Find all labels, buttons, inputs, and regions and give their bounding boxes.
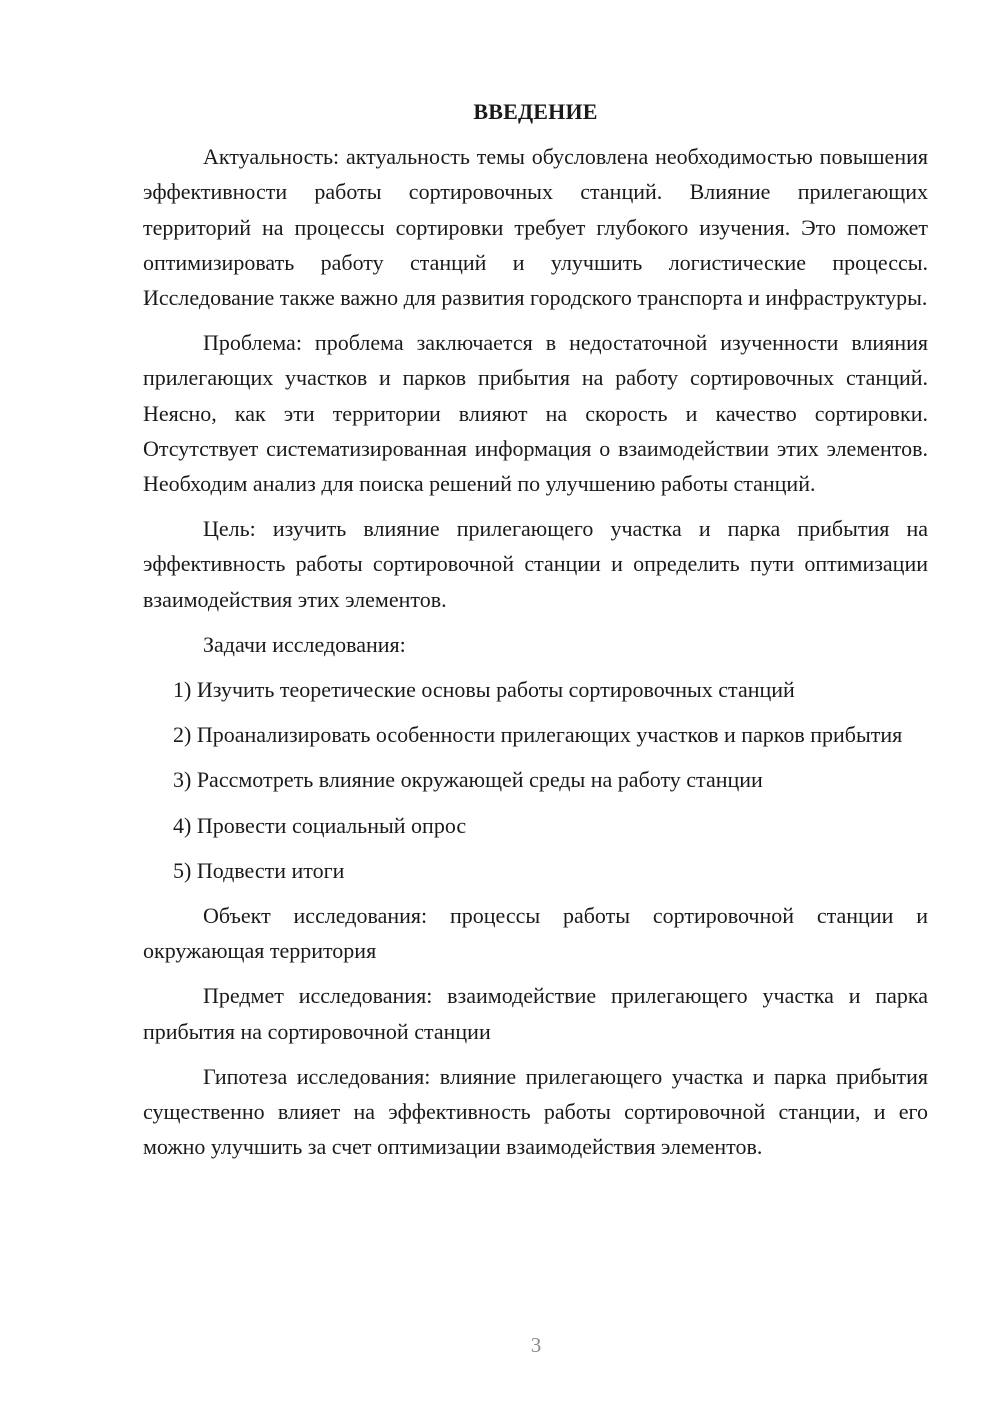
problem-paragraph: Проблема: проблема заключается в недостаточной изученности влияния прилегающих участков и парков прибытия на работу сортировочных станций. Неясно, как эти территории влияют на скорость и качество сортировки. Отсутствует систематизированная информация о взаимодействии этих элементов. Необходим анализ для поиска решений по улучшению работы станций. <box>143 330 928 497</box>
task-item-3: 3) Рассмотреть влияние окружающей среды на работу станции <box>173 767 763 793</box>
task-item-5: 5) Подвести итоги <box>173 857 345 883</box>
task-item-4: 4) Провести социальный опрос <box>173 812 467 838</box>
page-title: ВВЕДЕНИЕ <box>473 99 598 124</box>
subject-paragraph: Предмет исследования: взаимодействие прилегающего участка и парка прибытия на сортировочной станции <box>143 983 928 1044</box>
document-body <box>143 94 928 1174</box>
page-number: 3 <box>530 1333 542 1357</box>
hypothesis-paragraph: Гипотеза исследования: влияние прилегающего участка и парка прибытия существенно влияет на эффективность работы сортировочной станции, и его можно улучшить за счет оптимизации взаимодействия элементов. <box>143 1063 928 1160</box>
task-item-1: 1) Изучить теоретические основы работы сортировочных станций <box>173 677 795 703</box>
goal-paragraph: Цель: изучить влияние прилегающего участка и парка прибытия на эффективность работы сортировочной станции и определить пути оптимизации взаимодействия этих элементов. <box>143 516 928 612</box>
task-item-2: 2) Проанализировать особенности прилегающих участков и парков прибытия <box>173 722 903 748</box>
tasks-heading: Задачи исследования: <box>203 631 406 657</box>
object-paragraph: Объект исследования: процессы работы сортировочной станции и окружающая территория <box>143 903 928 964</box>
relevance-paragraph: Актуальность: актуальность темы обусловлена необходимостью повышения эффективности работы сортировочных станций. Влияние прилегающих территорий на процессы сортировки требует глубокого изучения. Это поможет оптимизировать работу станций и улучшить логистические процессы. Исследование также важно для развития городского транспорта и инфраструктуры. <box>143 144 928 311</box>
